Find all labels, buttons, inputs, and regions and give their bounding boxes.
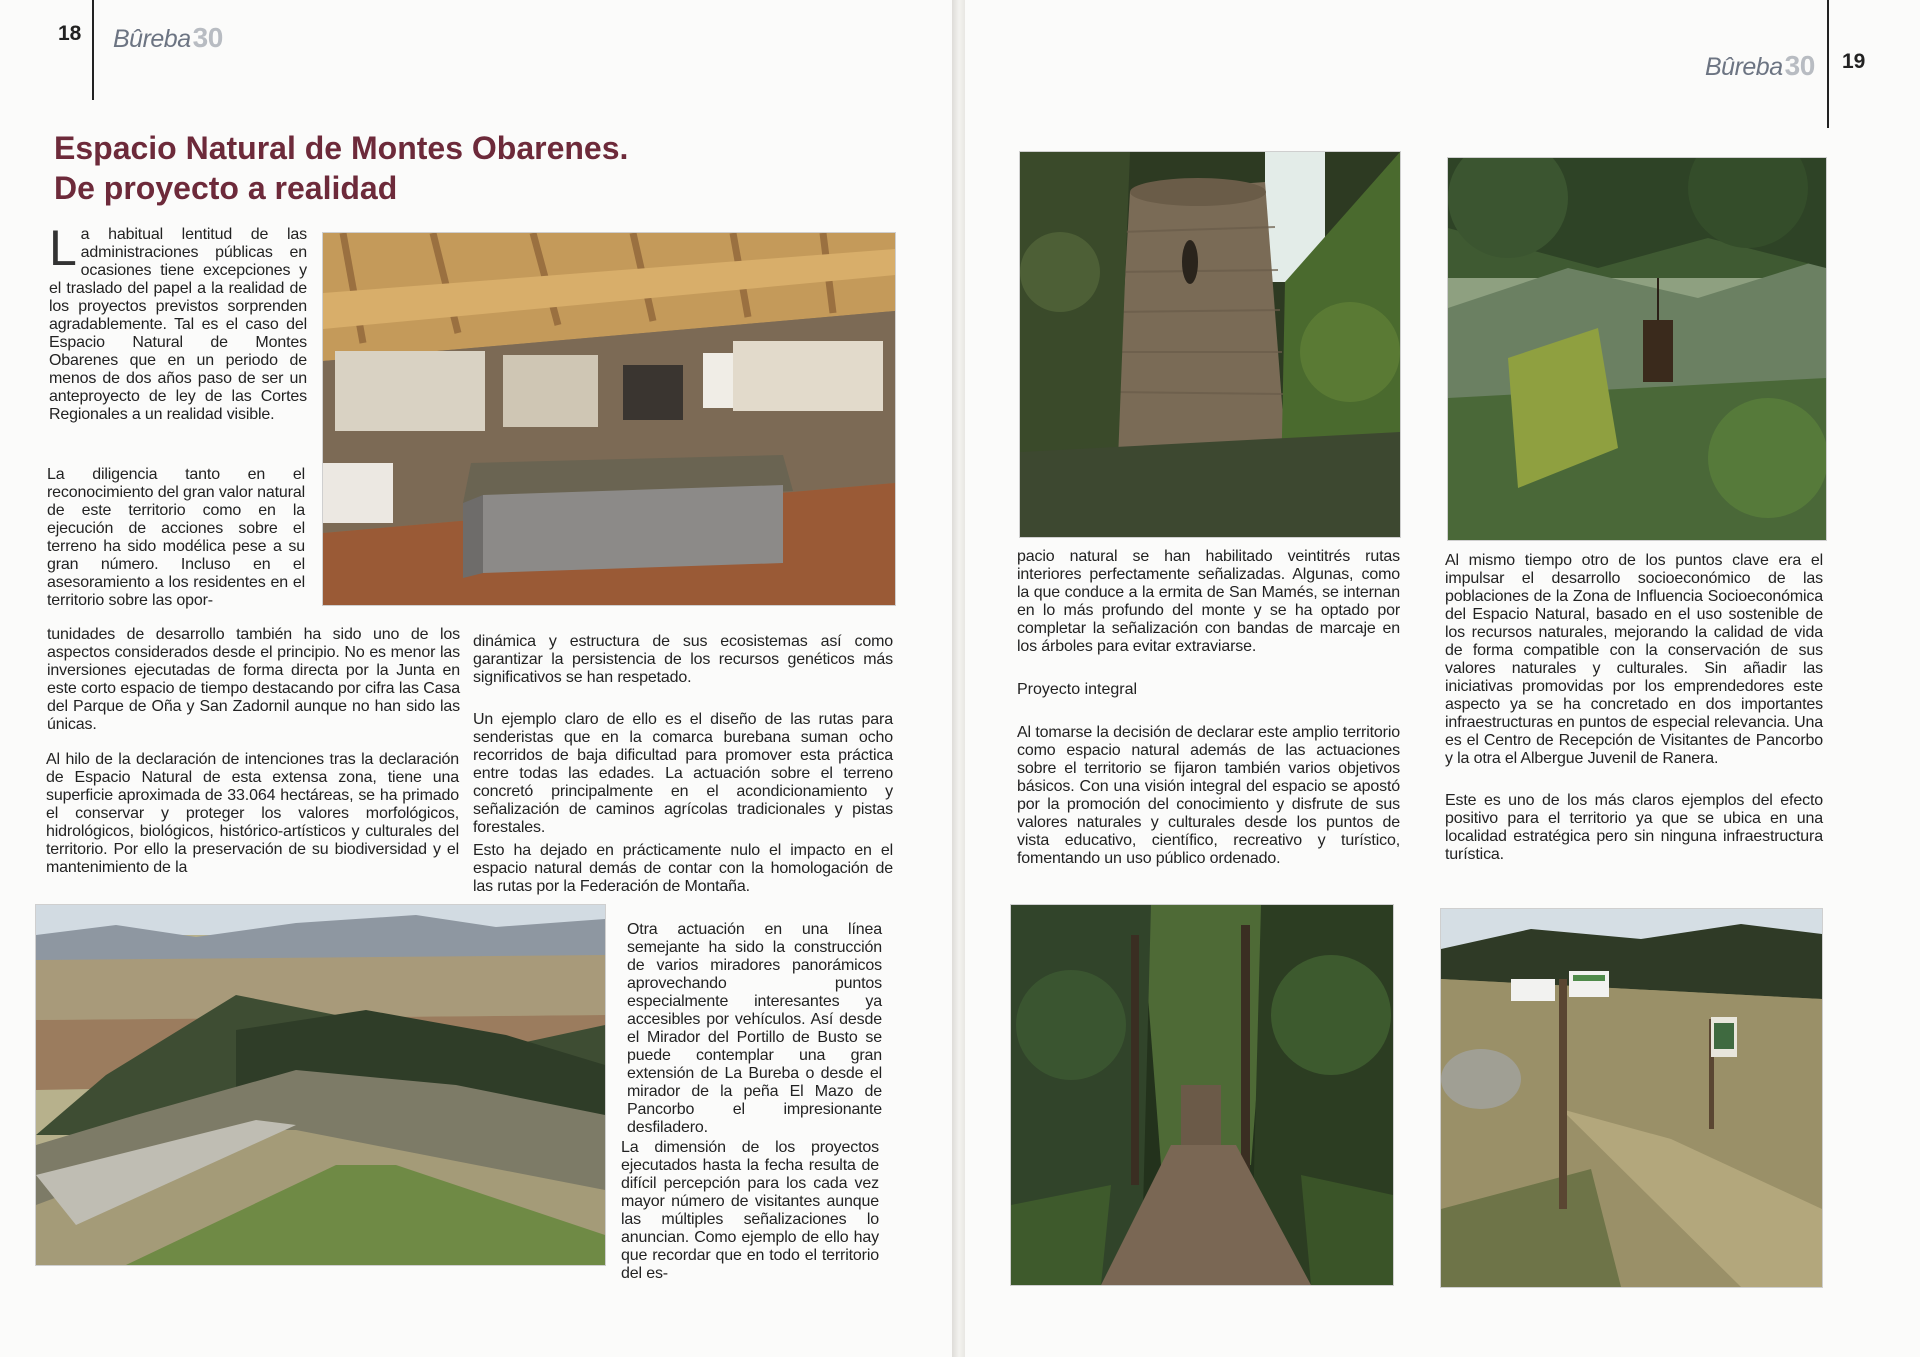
- paragraph-2-continued: tunidades de desarrollo también ha sido uno de los aspectos considerados desde el principio. No es menor las inversiones ejecutadas de forma directa por la Junta en este corto espacio de tiempo destacando por cifra las Casa del Parque de Oña y San Zadornil aunque no han sido las únicas.: [47, 626, 460, 733]
- photo-forest-path: [1011, 905, 1393, 1285]
- header-rule-right: [1827, 0, 1829, 128]
- drop-cap: L: [49, 220, 77, 276]
- photo-birdhouse-forest: [1448, 158, 1826, 540]
- intro-paragraph: La habitual lentitud de las administraciones públicas en ocasiones tiene excepciones y el traslado del papel a la realidad de los proyectos previstos sorprenden agradablemente. Tal es el caso del Espacio Natural de Montes Obarenes que en un periodo de menos de dos años paso de ser un anteproyecto de ley de las Cortes Regionales a un realidad visible.: [49, 220, 307, 423]
- article-title: [54, 128, 754, 208]
- right-col1-paragraph-2: Al tomarse la decisión de declarar este amplio territorio como espacio natural además de las actuaciones sobre el territorio se fijaron también varios objetivos básicos. Con una visión integral del espacio se apostó por la promoción del conocimiento y disfrute de sus valores naturales y culturales desde los puntos de vista educativo, científico, recreativo y turístico, fomentando un uso público ordenado.: [1017, 724, 1400, 867]
- photo-trail-signposts: [1441, 909, 1822, 1287]
- photo-visitor-center-interior: [323, 233, 895, 605]
- magazine-logo-left: [113, 22, 223, 54]
- col3-paragraph-2: La dimensión de los proyectos ejecutados hasta la fecha resulta de difícil percepción para los cada vez mayor número de visitantes aunque las múltiples señalizaciones lo anuncian. Como ejemplo de ello hay que recordar que en todo el territorio del es-: [621, 1139, 879, 1282]
- logo-text: Bûreba: [113, 25, 191, 53]
- photo-stone-tower: [1020, 152, 1400, 537]
- col2-paragraph-3: Esto ha dejado en prácticamente nulo el impacto en el espacio natural demás de contar con la homologación de las rutas por la Federación de Montaña.: [473, 842, 893, 895]
- title-line-1: Espacio Natural de Montes Obarenes.: [54, 130, 629, 166]
- logo-number: 30: [192, 22, 223, 53]
- logo-text: Bûreba: [1705, 53, 1783, 81]
- page-number-left: 18: [58, 22, 82, 45]
- page-number-right: 19: [1842, 50, 1866, 73]
- col3-paragraph-1: Otra actuación en una línea semejante ha sido la construcción de varios miradores panorámicos aprovechando puntos especialmente interesantes ya accesibles por vehículos. Así desde el Mirador del Portillo de Busto se puede contemplar una gran extensión de La Bureba o desde el mirador de la peña El Mazo de Pancorbo el impresionante desfiladero.: [627, 921, 882, 1136]
- col2-paragraph-1: dinámica y estructura de sus ecosistemas así como garantizar la persistencia de los recursos genéticos más significativos se han respetado.: [473, 633, 893, 686]
- col2-paragraph-2: Un ejemplo claro de ello es el diseño de las rutas para senderistas que en la comarca burebana suman ocho recorridos de baja dificultad para promover esta práctica entre todas las edades. La actuación sobre el terreno concretó principalmente en el acondicionamiento y señalización de caminos agrícolas tradicionales y pistas forestales.: [473, 711, 893, 836]
- right-col2-paragraph-2: Este es uno de los más claros ejemplos del efecto positivo para el territorio ya que se ubica en una localidad estratégica pero sin ninguna infraestructura turística.: [1445, 792, 1823, 863]
- magazine-logo-right: [1705, 50, 1815, 82]
- paragraph-3: Al hilo de la declaración de intenciones tras la declaración de Espacio Natural de esta extensa zona, tiene una superficie aproximada de 33.064 hectáreas, se ha primado el conservar y proteger los valores morfológicos, hidrológicos, biológicos, histórico-artísticos y culturales del territorio. Por ello la preservación de su biodiversidad y el mantenimiento de la: [46, 751, 459, 876]
- header-rule-left: [92, 0, 94, 100]
- section-heading-proyecto-integral: Proyecto integral: [1017, 681, 1138, 698]
- right-page: [965, 0, 1920, 1357]
- photo-mountain-panorama: [36, 905, 605, 1265]
- paragraph-2: La diligencia tanto en el reconocimiento del gran valor natural de este territorio como en la ejecución de acciones sobre el terreno ha sido modélica pese a su gran número. Incluso en el asesoramiento a los residentes en el territorio sobre las opor-: [47, 466, 305, 609]
- left-page: [0, 0, 955, 1357]
- right-col2-paragraph-1: Al mismo tiempo otro de los puntos clave era el impulsar el desarrollo socioeconómico de las poblaciones de la Zona de Influencia Socioeconómica del Espacio Natural, basado en el uso sostenible de los recursos naturales, mejorando la calidad de vida de forma compatible con la conservación de sus valores naturales y culturales. Sin añadir las iniciativas promovidas por los emprendedores este aspecto ya se ha concretado en dos importantes infraestructuras en puntos de especial relevancia. Una es el Centro de Recepción de Visitantes de Pancorbo y la otra el Albergue Juvenil de Ranera.: [1445, 552, 1823, 767]
- right-col1-paragraph-1: pacio natural se han habilitado veintitrés rutas interiores perfectamente señalizadas. Algunas, como la que conduce a la ermita de San Mamés, se internan en lo más profundo del monte y se ha optado por completar la señalización con bandas de marcaje en los árboles para evitar extraviarse.: [1017, 548, 1400, 655]
- logo-number: 30: [1784, 50, 1815, 81]
- title-line-2: De proyecto a realidad: [54, 170, 398, 206]
